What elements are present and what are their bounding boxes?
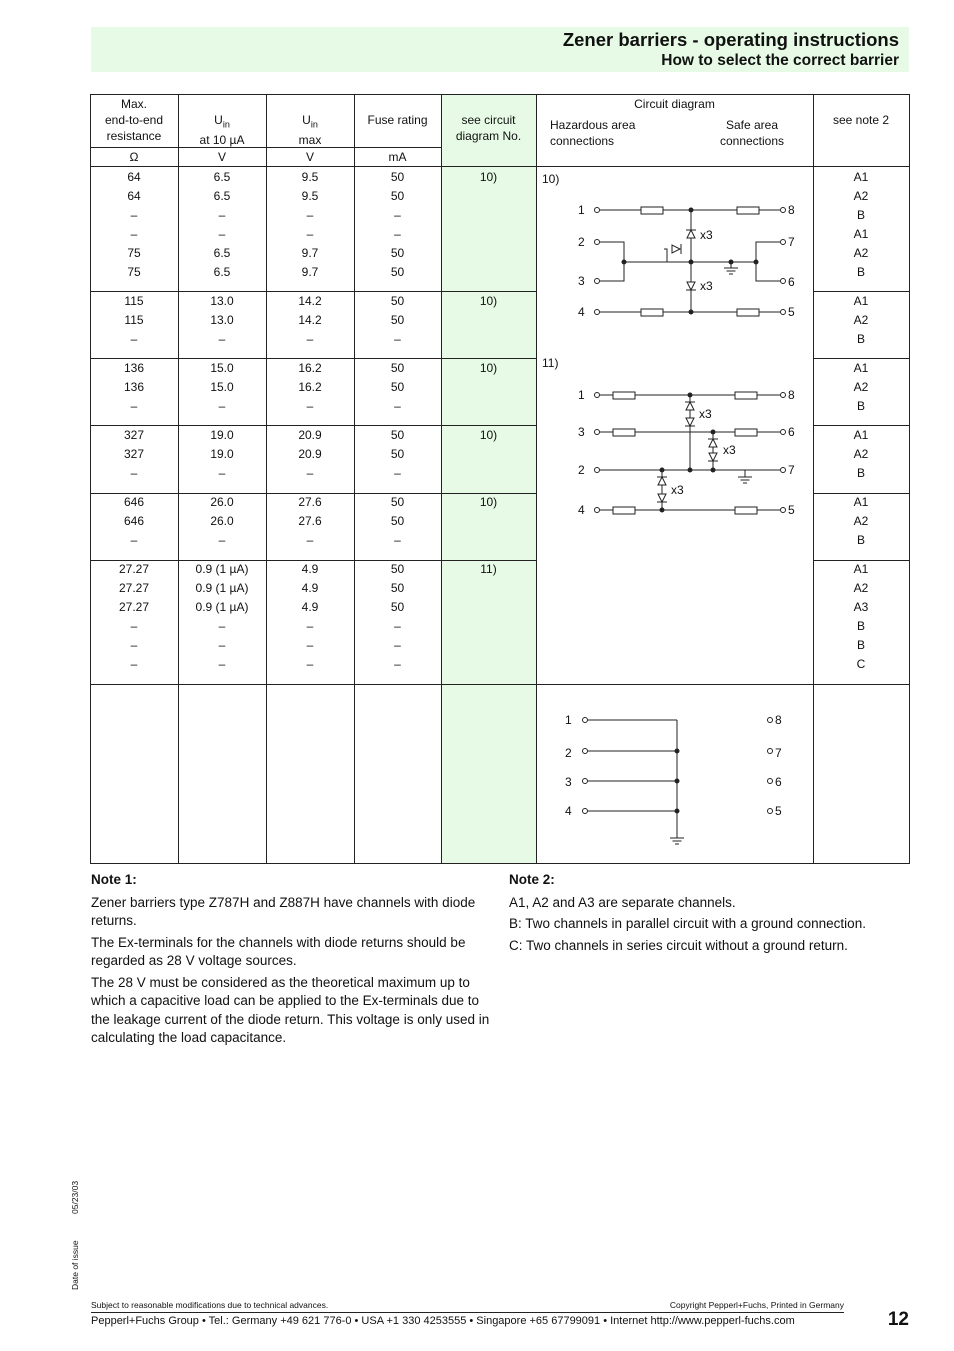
- terminal-label: 7: [788, 463, 795, 477]
- terminal-label: 4: [565, 804, 572, 818]
- circuit-diagram-bottom: [565, 713, 782, 844]
- resistance-cell: 27.27 27.27 27.27 – – –: [118, 562, 150, 671]
- resistance-cell: 327 327 –: [123, 428, 145, 480]
- circuit-no-cell: 10): [479, 495, 498, 509]
- fuse-cell: 50 50 50 – – –: [390, 562, 405, 671]
- uinmax-cell: 9.5 9.5 – – 9.7 9.7: [301, 170, 319, 279]
- terminal-label: 1: [565, 713, 572, 727]
- diagram-10-label: 10): [542, 172, 560, 186]
- note-paragraph: C: Two channels in series circuit without a ground return.: [509, 937, 848, 953]
- terminal-label: 2: [565, 746, 572, 760]
- resistance-cell: 64 64 – – 75 75: [127, 170, 141, 279]
- terminal-label: 1: [578, 203, 585, 217]
- header-uin-10ua: $U_{in}$ at 10 µA: [199, 113, 245, 148]
- terminal-label: 8: [775, 713, 782, 727]
- note2-cell: A1 A2 B: [853, 361, 869, 413]
- terminal-label: 4: [578, 503, 585, 517]
- uin10-cell: 19.0 19.0 –: [210, 428, 234, 480]
- uin10-cell: 0.9 (1 µA) 0.9 (1 µA) 0.9 (1 µA) – – –: [195, 562, 249, 671]
- multiplier-label: x3: [699, 407, 712, 421]
- note2-cell: A1 A2 A3 B B C: [853, 562, 869, 671]
- uinmax-cell: 4.9 4.9 4.9 – – –: [301, 562, 319, 671]
- uin10-cell: 6.5 6.5 – – 6.5 6.5: [213, 170, 231, 279]
- header-hazardous: Hazardous area connections: [550, 118, 636, 148]
- resistance-cell: 646 646 –: [123, 495, 145, 547]
- header-safe: Safe area connections: [719, 118, 785, 148]
- circuit-diagram-10: [542, 172, 795, 319]
- unit-volt: V: [305, 150, 314, 164]
- uinmax-cell: 27.6 27.6 –: [298, 495, 322, 547]
- page-number: 12: [887, 1309, 909, 1330]
- unit-volt: V: [217, 150, 226, 164]
- circuit-no-cell: 11): [480, 562, 497, 576]
- header-uin-max: $U_{in}$ max: [298, 113, 322, 148]
- uinmax-cell: 14.2 14.2 –: [298, 294, 322, 346]
- terminal-label: 5: [788, 503, 795, 517]
- header-resistance: Max. end-to-end resistance: [104, 97, 164, 143]
- fuse-cell: 50 50 –: [390, 294, 405, 346]
- terminal-label: 8: [788, 203, 795, 217]
- unit-ohm: Ω: [129, 150, 139, 164]
- note-2: [509, 871, 909, 958]
- date-of-issue-label: Date of issue: [70, 1240, 80, 1290]
- terminal-label: 3: [578, 274, 585, 288]
- multiplier-label: x3: [700, 279, 713, 293]
- resistance-cell: 115 115 –: [124, 294, 144, 346]
- terminal-label: 4: [578, 305, 585, 319]
- fuse-cell: 50 50 –: [390, 495, 405, 547]
- terminal-label: 5: [775, 804, 782, 818]
- circuit-no-cell: 10): [479, 361, 498, 375]
- resistance-cell: 136 136 –: [123, 361, 145, 413]
- terminal-label: 3: [565, 775, 572, 789]
- multiplier-label: x3: [700, 228, 713, 242]
- note2-cell: A1 A2 B A1 A2 B: [853, 170, 869, 279]
- uin10-cell: 26.0 26.0 –: [210, 495, 234, 547]
- terminal-label: 6: [788, 275, 795, 289]
- note-paragraph: The Ex-terminals for the channels with diode returns should be regarded as 28 V voltage sources.: [91, 934, 466, 968]
- fuse-cell: 50 50 –: [390, 428, 405, 480]
- note-paragraph: A1, A2 and A3 are separate channels.: [509, 894, 736, 910]
- header-circuit-diagram: Circuit diagram: [634, 97, 715, 111]
- diagram-11-label: 11): [542, 356, 559, 370]
- note-2-title: Note 2:: [509, 872, 555, 887]
- footer-disclaimer: Subject to reasonable modifications due to technical advances.: [91, 1300, 329, 1310]
- header-note2: see note 2: [832, 113, 890, 127]
- circuit-no-cell: 10): [479, 294, 498, 308]
- unit-ma: mA: [388, 150, 407, 164]
- date-of-issue: 05/23/03: [70, 1180, 80, 1214]
- terminal-label: 8: [788, 388, 795, 402]
- footer-divider: [91, 1312, 844, 1313]
- multiplier-label: x3: [723, 443, 736, 457]
- note2-cell: A1 A2 B: [853, 495, 869, 547]
- note2-cell: A1 A2 B: [853, 428, 869, 480]
- uin10-cell: 15.0 15.0 –: [210, 361, 234, 413]
- header-circuit-no: see circuit diagram No.: [455, 113, 522, 143]
- page-subtitle: How to select the correct barrier: [661, 52, 899, 69]
- terminal-label: 6: [788, 425, 795, 439]
- terminal-label: 1: [578, 388, 585, 402]
- terminal-label: 3: [578, 425, 585, 439]
- note-paragraph: Zener barriers type Z787H and Z887H have channels with diode returns.: [91, 894, 476, 928]
- uinmax-cell: 16.2 16.2 –: [298, 361, 322, 413]
- terminal-label: 7: [788, 235, 795, 249]
- terminal-label: 5: [788, 305, 795, 319]
- uin10-cell: 13.0 13.0 –: [210, 294, 234, 346]
- terminal-label: 6: [775, 775, 782, 789]
- fuse-cell: 50 50 –: [390, 361, 405, 413]
- terminal-label: 2: [578, 235, 585, 249]
- note-paragraph: B: Two channels in parallel circuit with a ground connection.: [509, 916, 866, 931]
- fuse-cell: 50 50 – – 50 50: [390, 170, 405, 279]
- circuit-diagram-11: [542, 356, 795, 517]
- page-title: Zener barriers - operating instructions: [562, 29, 899, 50]
- note-paragraph: The 28 V must be considered as the theoretical maximum up to which a capacitive load can be applied to the Ex-terminals due to the leakage current of the diode return. This voltage is only used in calculating the load capacitance.: [91, 974, 490, 1045]
- note-1-title: Note 1:: [91, 872, 137, 887]
- terminal-label: 7: [775, 746, 782, 760]
- uinmax-cell: 20.9 20.9 –: [298, 428, 322, 480]
- note-1: [91, 871, 491, 1051]
- multiplier-label: x3: [671, 483, 684, 497]
- footer-contact: Pepperl+Fuchs Group • Tel.: Germany +49 621 776-0 • USA +1 330 4253555 • Singapore +65 67799091 • Internet http://www.pepperl-fuchs.com: [91, 1315, 795, 1327]
- footer-copyright: Copyright Pepperl+Fuchs, Printed in Germany: [669, 1300, 844, 1310]
- terminal-label: 2: [578, 463, 585, 477]
- circuit-no-cell: 10): [479, 170, 498, 184]
- circuit-no-cell: 10): [479, 428, 498, 442]
- note2-cell: A1 A2 B: [853, 294, 869, 346]
- header-fuse-rating: Fuse rating: [367, 113, 428, 127]
